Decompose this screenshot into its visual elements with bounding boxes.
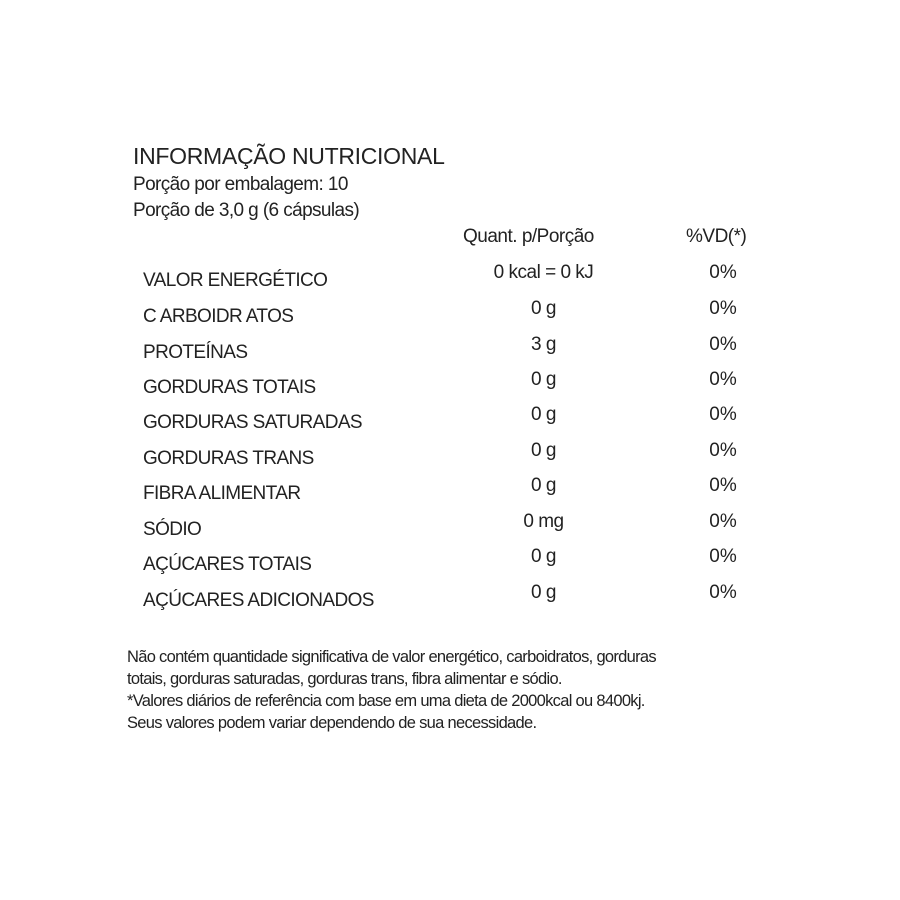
nutrient-quantity: 0 kcal = 0 kJ [493,262,594,283]
nutrient-daily-value: 0% [709,298,737,319]
nutrient-name: AÇÚCARES TOTAIS [143,554,312,575]
nutrient-name: SÓDIO [143,519,202,540]
nutrient-row-total-sugars [0,546,900,586]
nutrient-row-dietary-fiber [0,475,900,515]
serving-size: Porção de 3,0 g (6 cápsulas) [133,200,360,221]
nutrient-name: FIBRA ALIMENTAR [143,483,301,504]
nutrient-name: VALOR ENERGÉTICO [143,270,328,291]
nutrient-daily-value: 0% [709,511,737,532]
nutrient-daily-value: 0% [709,475,737,496]
nutrient-row-saturated-fat [0,404,900,444]
nutrient-daily-value: 0% [709,369,737,390]
nutrient-quantity: 0 g [531,404,556,425]
servings-per-package: Porção por embalagem: 10 [133,174,348,195]
nutrient-quantity: 0 g [531,582,556,603]
nutrient-quantity: 0 g [531,369,556,390]
nutrient-name: GORDURAS SATURADAS [143,412,362,433]
label-title: INFORMAÇÃO NUTRICIONAL [133,143,445,169]
nutrient-row-carbohydrates [0,298,900,338]
nutrient-name: AÇÚCARES ADICIONADOS [143,590,374,611]
nutrient-quantity: 0 mg [523,511,564,532]
nutrient-row-added-sugars [0,582,900,622]
column-header-daily-value: %VD(*) [686,226,747,247]
nutrient-name: C ARBOIDR ATOS [143,306,294,327]
footnote-line: totais, gorduras saturadas, gorduras trans, fibra alimentar e sódio. [127,670,562,688]
nutrient-row-energy [0,262,900,302]
footnote-line: *Valores diários de referência com base em uma dieta de 2000kcal ou 8400kj. [127,692,645,710]
footnote-line: Não contém quantidade significativa de valor energético, carboidratos, gorduras [127,648,656,666]
nutrient-quantity: 0 g [531,546,556,567]
nutrient-quantity: 0 g [531,298,556,319]
nutrient-name: PROTEÍNAS [143,342,248,363]
nutrient-quantity: 0 g [531,475,556,496]
nutrient-daily-value: 0% [709,582,737,603]
nutrient-daily-value: 0% [709,404,737,425]
nutrient-name: GORDURAS TOTAIS [143,377,316,398]
nutrient-daily-value: 0% [709,262,737,283]
nutrient-quantity: 0 g [531,440,556,461]
nutrient-daily-value: 0% [709,440,737,461]
nutrient-daily-value: 0% [709,546,737,567]
nutrient-name: GORDURAS TRANS [143,448,314,469]
nutrient-daily-value: 0% [709,334,737,355]
column-header-quantity: Quant. p/Porção [463,226,594,247]
nutrient-quantity: 3 g [531,334,556,355]
footnote-line: Seus valores podem variar dependendo de sua necessidade. [127,714,537,732]
